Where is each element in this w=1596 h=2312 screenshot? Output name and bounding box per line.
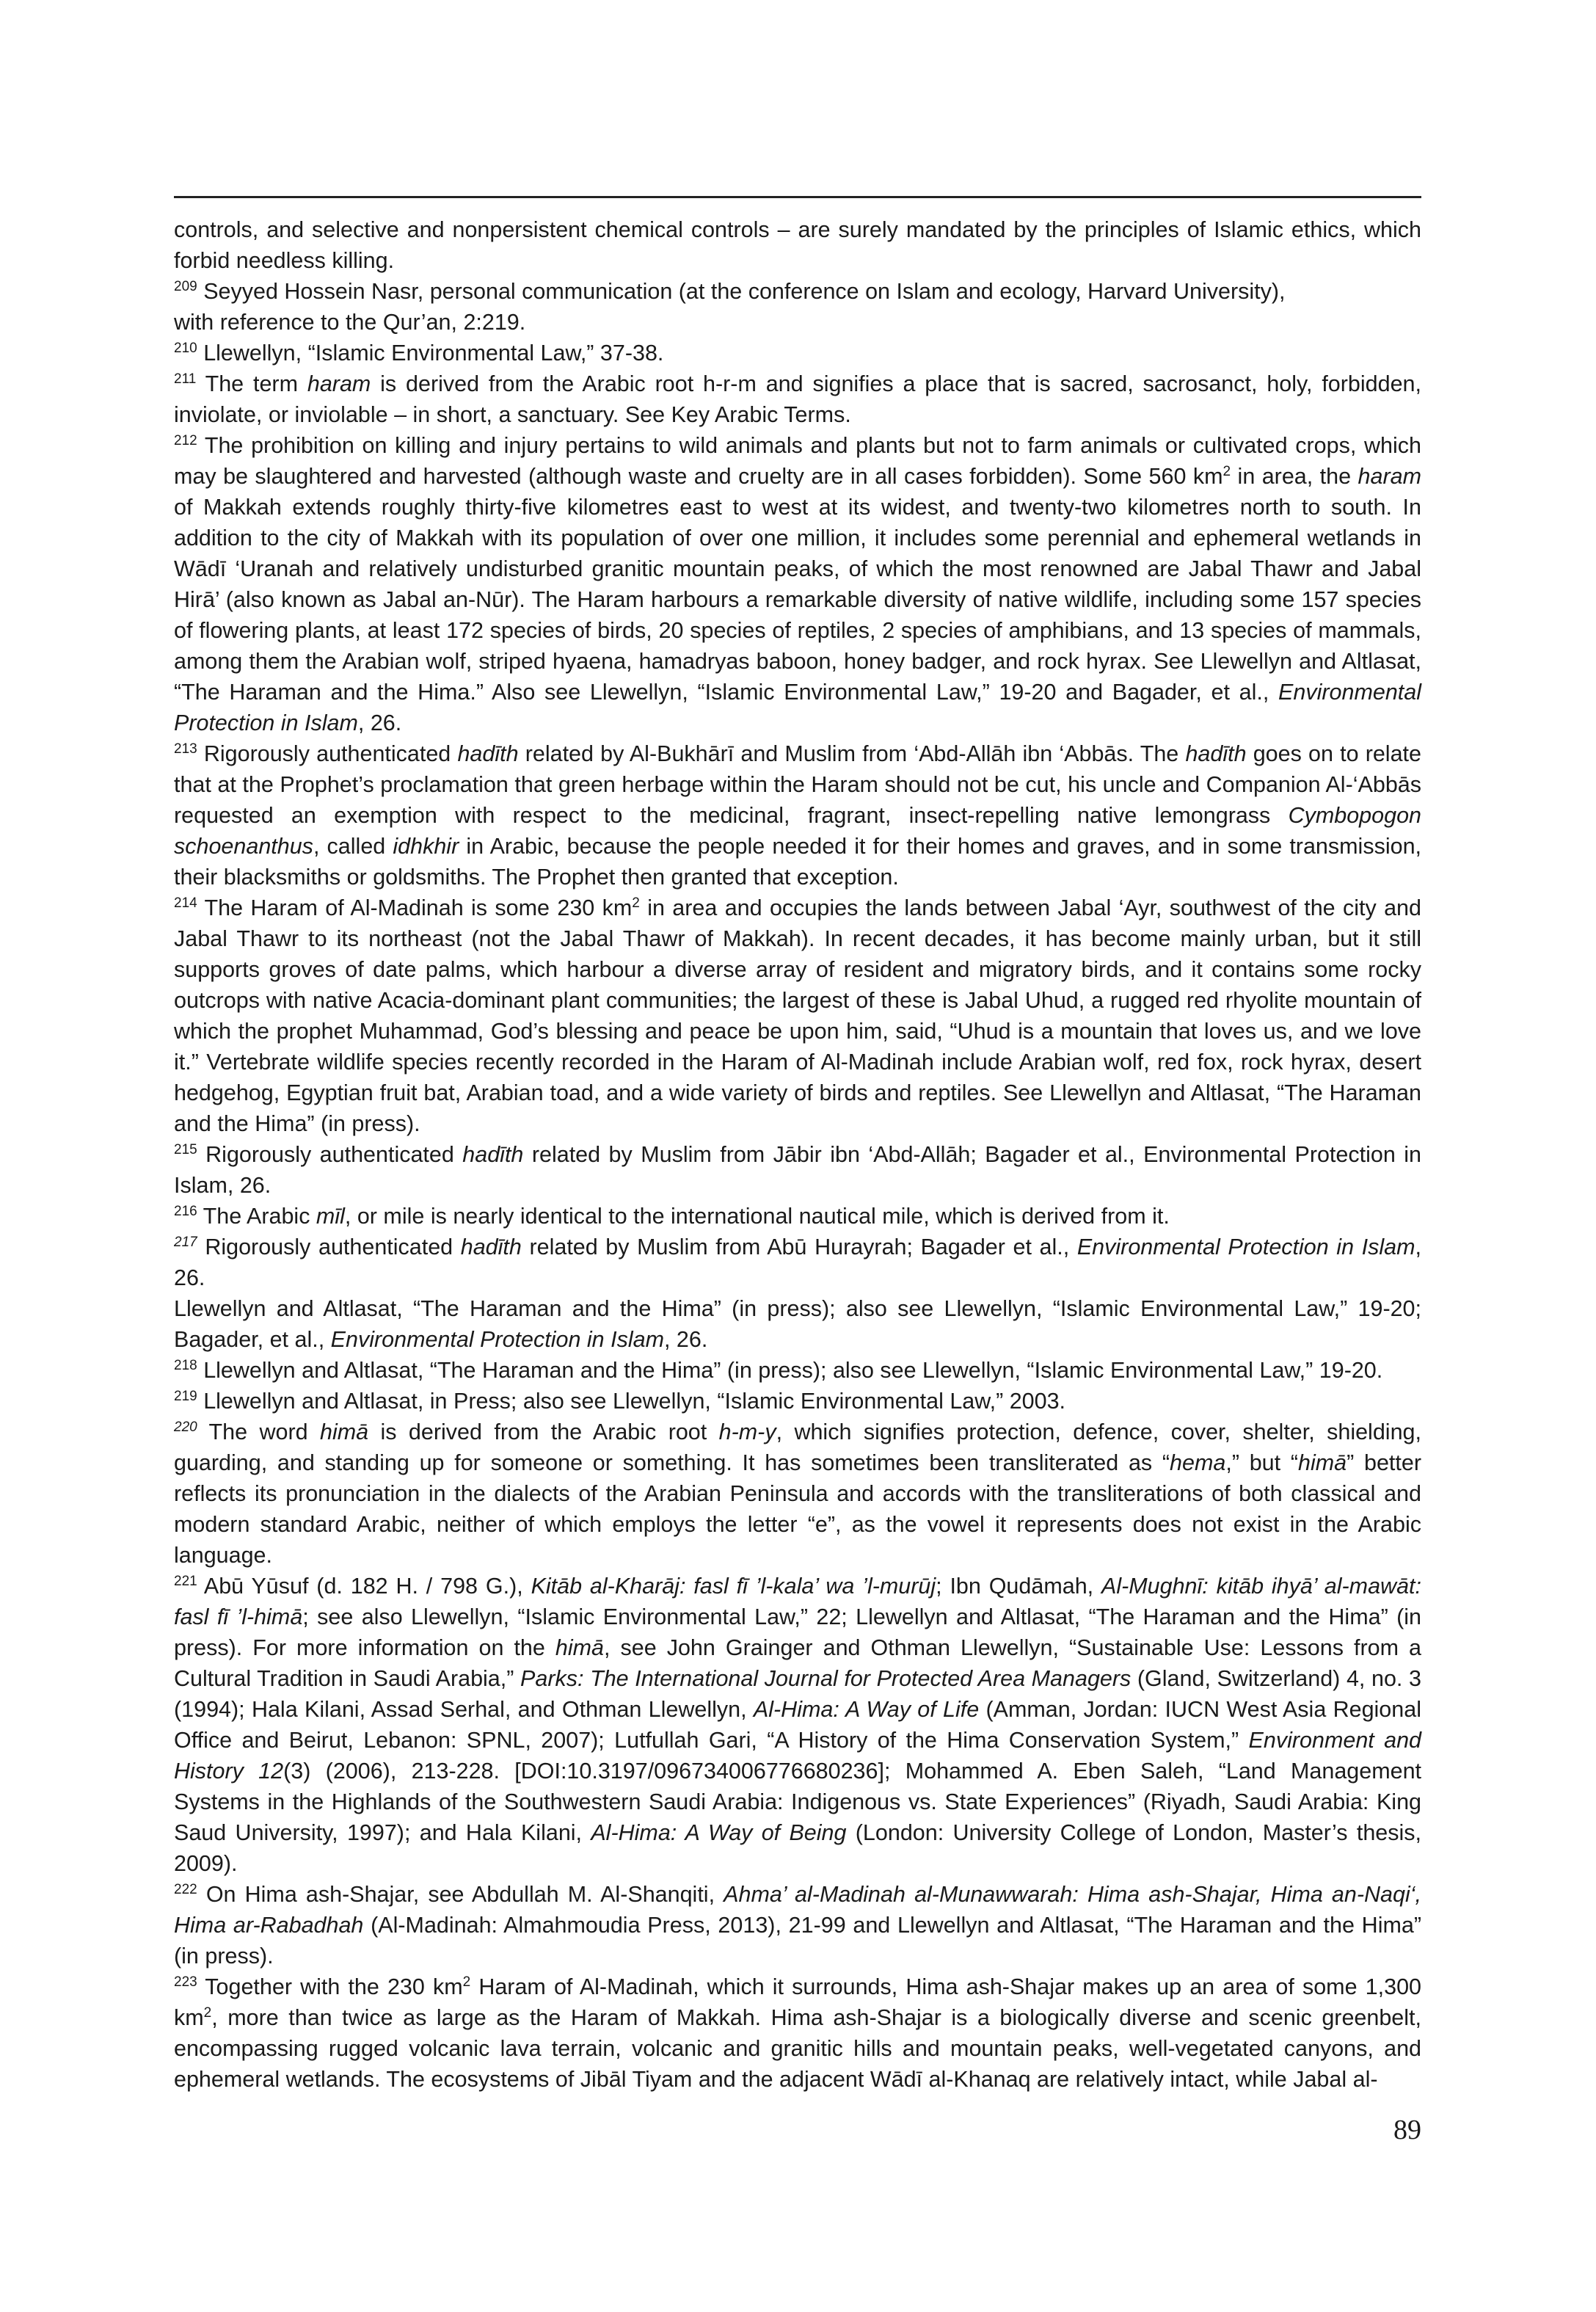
footnote-221: $^{221}$ Abū Yūsuf (d. 182 H. / 798 G.), Kitāb al-Kharāj: fasl fī ’l-kala’ wa ’l-murūj; Ibn Qudāmah, Al-Mughnī: kitāb ihyā’ al-mawāt: fasl fī ’l-himā; see also Llewellyn, “Islamic Environmental Law,” 22; Llewellyn and Altlasat, “The Haraman and the Hima” (in press). For more information on the himā, see John Grainger and Othman Llewellyn, “Sustainable Use: Lessons from a Cultural Tradition in Saudi Arabia,” Parks: The International Journal for Protected Area Managers (Gland, Switzerland) 4, no. 3 (1994); Hala Kilani, Assad Serhal, and Othman Llewellyn, Al-Hima: A Way of Life (Amman, Jordan: IUCN West Asia Regional Office and Beirut, Lebanon: SPNL, 2007); Lutfullah Gari, “A History of the Hima Conservation System,” Environment and History 12(3) (2006), 213-228. [DOI:10.3197/096734006776680236]; Mohammed A. Eben Saleh, “Land Management Systems in the Highlands of the Southwestern Saudi Arabia: Indigenous vs. State Experiences” (Riyadh, Saudi Arabia: King Saud University, 1997); and Hala Kilani, Al-Hima: A Way of Being (London: University College of London, Master’s thesis, 2009). [174,1573,1422,1876]
footnote-219: $^{219}$ Llewellyn and Altlasat, in Press; also see Llewellyn, “Islamic Environmental Law,” 2003. [174,1388,1066,1414]
footnote-223: $^{223}$ Together with the 230 $km^2$ Haram of Al-Madinah, which it surrounds, Hima ash-Shajar makes up an area of some 1,300 $km^2$, more than twice as large as the Haram of Makkah. Hima ash-Shajar is a biologically diverse and scenic greenbelt, encompassing rugged volcanic lava terrain, volcanic and granitic hills and mountain peaks, well-vegetated canyons, and ephemeral wetlands. The ecosystems of Jibāl Tiyam and the adjacent Wādī al-Khanaq are relatively intact, while Jabal al- [174,1974,1421,2092]
footnotes [174,214,1421,2095]
footnote-unnumbered: Llewellyn and Altlasat, “The Haraman and the Hima” (in press); also see Llewellyn, “Islamic Environmental Law,” 19-20; Bagader, et al., Environmental Protection in Islam, 26. [174,1296,1421,1352]
footnote-continuation: controls, and selective and nonpersistent chemical controls – are surely mandated by the principles of Islamic ethics, which forbid needless killing. [174,217,1421,273]
footnote-209: $^{209}$ Seyyed Hossein Nasr, personal communication (at the conference on Islam and ecology, Harvard University), with reference to the Qur’an, 2:219. [174,278,1286,335]
footnote-218: $^{218}$ Llewellyn and Altlasat, “The Haraman and the Hima” (in press); also see Llewellyn, “Islamic Environmental Law,” 19-20. [174,1357,1383,1383]
footnote-separator [174,196,1421,198]
footnote-216: $^{216}$ The Arabic mīl, or mile is nearly identical to the international nautical mile, which is derived from it. [174,1203,1170,1229]
footnote-214: $^{214}$ The Haram of Al-Madinah is some 230 $km^2$ in area and occupies the lands between Jabal ‘Ayr, southwest of the city and Jabal Thawr to its northeast (not the Jabal Thawr of Makkah). In recent decades, it has become mainly urban, but it still supports groves of date palms, which harbour a diverse array of resident and migratory birds, and it contains some rocky outcrops with native Acacia-dominant plant communities; the largest of these is Jabal Uhud, a rugged red rhyolite mountain of which the prophet Muhammad, God’s blessing and peace be upon him, said, “Uhud is a mountain that loves us, and we love it.” Vertebrate wildlife species recently recorded in the Haram of Al-Madinah include Arabian wolf, red fox, rock hyrax, desert hedgehog, Egyptian fruit bat, Arabian toad, and a wide variety of birds and reptiles. See Llewellyn and Altlasat, “The Haraman and the Hima” (in press). [174,895,1421,1136]
footnote-215: $^{215}$ Rigorously authenticated hadīth related by Muslim from Jābir ibn ‘Abd-Allāh; Bagader et al., Environmental Protection in Islam, 26. [174,1141,1421,1198]
footnote-213: $^{213}$ Rigorously authenticated hadīth related by Al-Bukhārī and Muslim from ‘Abd-Allāh ibn ‘Abbās. The hadīth goes on to relate that at the Prophet’s proclamation that green herbage within the Haram should not be cut, his uncle and Companion Al-‘Abbās requested an exemption with respect to the medicinal, fragrant, insect-repelling native lemongrass Cymbopogon schoenanthus, called idhkhir in Arabic, because the people needed it for their homes and graves, and in some transmission, their blacksmiths or goldsmiths. The Prophet then granted that exception. [174,741,1422,890]
footnote-211: $^{211}$ The term haram is derived from the Arabic root h-r-m and signifies a place that is sacred, sacrosanct, holy, forbidden, inviolate, or inviolable – in short, a sanctuary. See Key Arabic Terms. [174,371,1421,427]
footnote-212: $^{212}$ The prohibition on killing and injury pertains to wild animals and plants but not to farm animals or cultivated crops, which may be slaughtered and harvested (although waste and cruelty are in all cases forbidden). Some 560 $km^2$ in area, the haram of Makkah extends roughly thirty-five kilometres east to west at its widest, and twenty-two kilometres north to south. In addition to the city of Makkah with its population of over one million, it includes some perennial and ephemeral wetlands in Wādī ‘Uranah and relatively undisturbed granitic mountain peaks, of which the most renowned are Jabal Thawr and Jabal Hirā’ (also known as Jabal an-Nūr). The Haram harbours a remarkable diversity of native wildlife, including some 157 species of flowering plants, at least 172 species of birds, 20 species of reptiles, 2 species of amphibians, and 13 species of mammals, among them the Arabian wolf, striped hyaena, hamadryas baboon, honey badger, and rock hyrax. See Llewellyn and Altlasat, “The Haraman and the Hima.” Also see Llewellyn, “Islamic Environmental Law,” 19-20 and Bagader, et al., Environmental Protection in Islam, 26. [174,432,1421,735]
page-number: 89 [1393,2115,1421,2145]
footnote-210: $^{210}$ Llewellyn, “Islamic Environmental Law,” 37-38. [174,340,664,366]
footnote-222: $^{222}$ On Hima ash-Shajar, see Abdullah M. Al-Shanqiti, Ahma’ al-Madinah al-Munawwarah: Hima ash-Shajar, Hima an-Naqi‘, Hima ar-Rabadhah (Al-Madinah: Almahmoudia Press, 2013), 21-99 and Llewellyn and Altlasat, “The Haraman and the Hima” (in press). [174,1881,1421,1969]
footnote-217: $^{217}$ Rigorously authenticated hadīth related by Muslim from Abū Hurayrah; Bagader et al., Environmental Protection in Islam, 26. [174,1234,1421,1290]
footnote-220: $^{220}$ The word himā is derived from the Arabic root h-m-y, which signifies protection, defence, cover, shelter, shielding, guarding, and standing up for someone or something. It has sometimes been transliterated as “hema,” but “himā” better reflects its pronunciation in the dialects of the Arabian Peninsula and accords with the transliterations of both classical and modern standard Arabic, neither of which employs the letter “e”, as the vowel it represents does not exist in the Arabic language. [174,1419,1421,1568]
